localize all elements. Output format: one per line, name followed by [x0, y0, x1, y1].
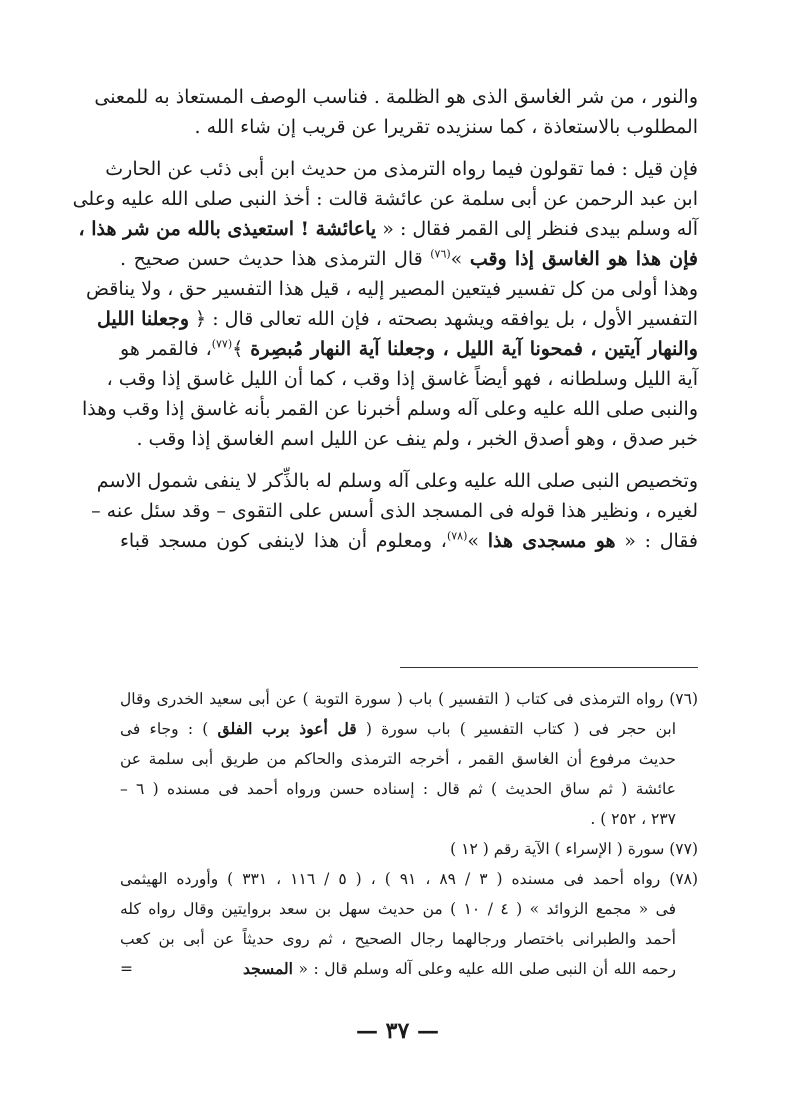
footnote-line: أحمد والطبرانى باختصار ورجالهما رجال الصحيح ، ثم روى حديثاً عن أبى بن كعب — [120, 930, 676, 948]
continuation-mark: = — [120, 960, 133, 978]
text-line: التفسير الأول ، بل يوافقه ويشهد بصحته ، فإن الله تعالى قال : ﴿ وجعلنا الليل — [97, 308, 698, 330]
text-line: آله وسلم بيدى فنظر إلى القمر فقال : « ياعائشة ! استعيذى بالله من شر هذا ، — [78, 218, 698, 240]
footnote-line: حديث مرفوع أن الغاسق القمر ، أخرجه الترمذى والحاكم من طريق أبى سلمة عن — [120, 750, 676, 768]
page-number: — ٣٧ — — [356, 1018, 439, 1044]
text-line: فقال : « هو مسجدى هذا »$^{(٧٨)}$، ومعلوم أن هذا لاينفى كون مسجد قباء — [120, 529, 698, 552]
text-line: ابن عبد الرحمن عن أبى سلمة عن عائشة قالت : أخذ النبى صلى الله عليه وعلى — [72, 188, 698, 210]
footnote-ref-76: (٧٦) — [430, 247, 451, 261]
hadith-quote: فإن هذا هو الغاسق إذا وقب — [469, 248, 698, 270]
footnote-line: فى « مجمع الزوائد » ( ٤ / ١٠ ) من حديث سهل بن سعد بروايتين وقال رواه كله — [120, 900, 677, 918]
footnote-line: رحمه الله أن النبى صلى الله عليه وعلى آله وسلم قال : « المسجد= — [120, 959, 676, 978]
footnote-77: (٧٧) سورة ( الإسراء ) الآية رقم ( ١٢ ) — [450, 840, 698, 858]
text-line: وهذا أولى من كل تفسير فيتعين المصير إليه ، قيل هذا التفسير حق ، ولا يناقض — [86, 278, 698, 300]
text-line: والنور ، من شر الغاسق الذى هو الظلمة . فناسب الوصف المستعاذ به للمعنى — [94, 86, 698, 108]
text-line: لغيره ، ونظير هذا قوله فى المسجد الذى أسس على التقوى – وقد سئل عنه – — [91, 500, 698, 522]
text-line: خبر صدق ، وهو أصدق الخبر ، ولم ينف عن الليل اسم الغاسق إذا وقب . — [136, 428, 698, 450]
text-line: فإن هذا هو الغاسق إذا وقب »$^{(٧٦)}$ قال الترمذى هذا حديث حسن صحيح . — [120, 247, 698, 270]
hadith-quote: هو مسجدى هذا — [487, 530, 616, 552]
footnote-line: ابن حجر فى ( كتاب التفسير ) باب سورة ( قل أعوذ برب الفلق ) : وجاء فى — [120, 719, 676, 738]
footnote-line: ٢٣٧ ، ٢٥٢ ) . — [590, 810, 676, 828]
quran-quote: وجعلنا الليل — [97, 308, 190, 330]
text-line: وتخصيص النبى صلى الله عليه وعلى آله وسلم له بالذِّكر لا ينفى شمول الاسم — [96, 470, 698, 492]
footnote-76: (٧٦) رواه الترمذى فى كتاب ( التفسير ) باب ( سورة التوبة ) عن أبى سعيد الخدرى وقال — [120, 690, 698, 708]
footnote-78: (٧٨) رواه أحمد فى مسنده ( ٣ / ٨٩ ، ٩١ ) ، ( ٥ / ١١٦ ، ٣٣١ ) وأورده الهيثمى — [120, 870, 699, 888]
quran-quote: والنهار آيتين ، فمحونا آية الليل ، وجعلنا آية النهار مُبصِرة — [250, 338, 698, 360]
text-line: فإن قيل : فما تقولون فيما رواه الترمذى من حديث ابن أبى ذئب عن الحارث — [105, 158, 698, 180]
footnote-line: عائشة ( ثم ساق الحديث ) ثم قال : إسناده حسن ورواه أحمد فى مسنده ( ٦ – — [120, 780, 676, 798]
footnote-divider — [400, 667, 698, 668]
text-line: والنبى صلى الله عليه وعلى آله وسلم أخبرنا عن القمر بأنه غاسق إذا وقب وهذا — [81, 398, 698, 420]
footnotes — [120, 684, 698, 984]
text-line: المطلوب بالاستعاذة ، كما سنزيده تقريرا عن قريب إن شاء الله . — [194, 116, 698, 138]
surah-name: قل أعوذ برب الفلق — [217, 719, 357, 738]
hadith-quote: المسجد — [243, 959, 293, 978]
text-line: آية الليل وسلطانه ، فهو أيضاً غاسق إذا وقب ، كما أن الليل غاسق إذا وقب ، — [106, 368, 698, 390]
footnote-ref-77: (٧٧) — [211, 337, 233, 351]
main-text — [72, 82, 698, 556]
footnote-ref-78: (٧٨) — [446, 529, 468, 543]
text-line: والنهار آيتين ، فمحونا آية الليل ، وجعلنا آية النهار مُبصِرة ﴾$^{(٧٧)}$، فالقمر هو — [120, 337, 698, 360]
hadith-quote: ياعائشة ! استعيذى بالله من شر هذا ، — [78, 218, 377, 240]
